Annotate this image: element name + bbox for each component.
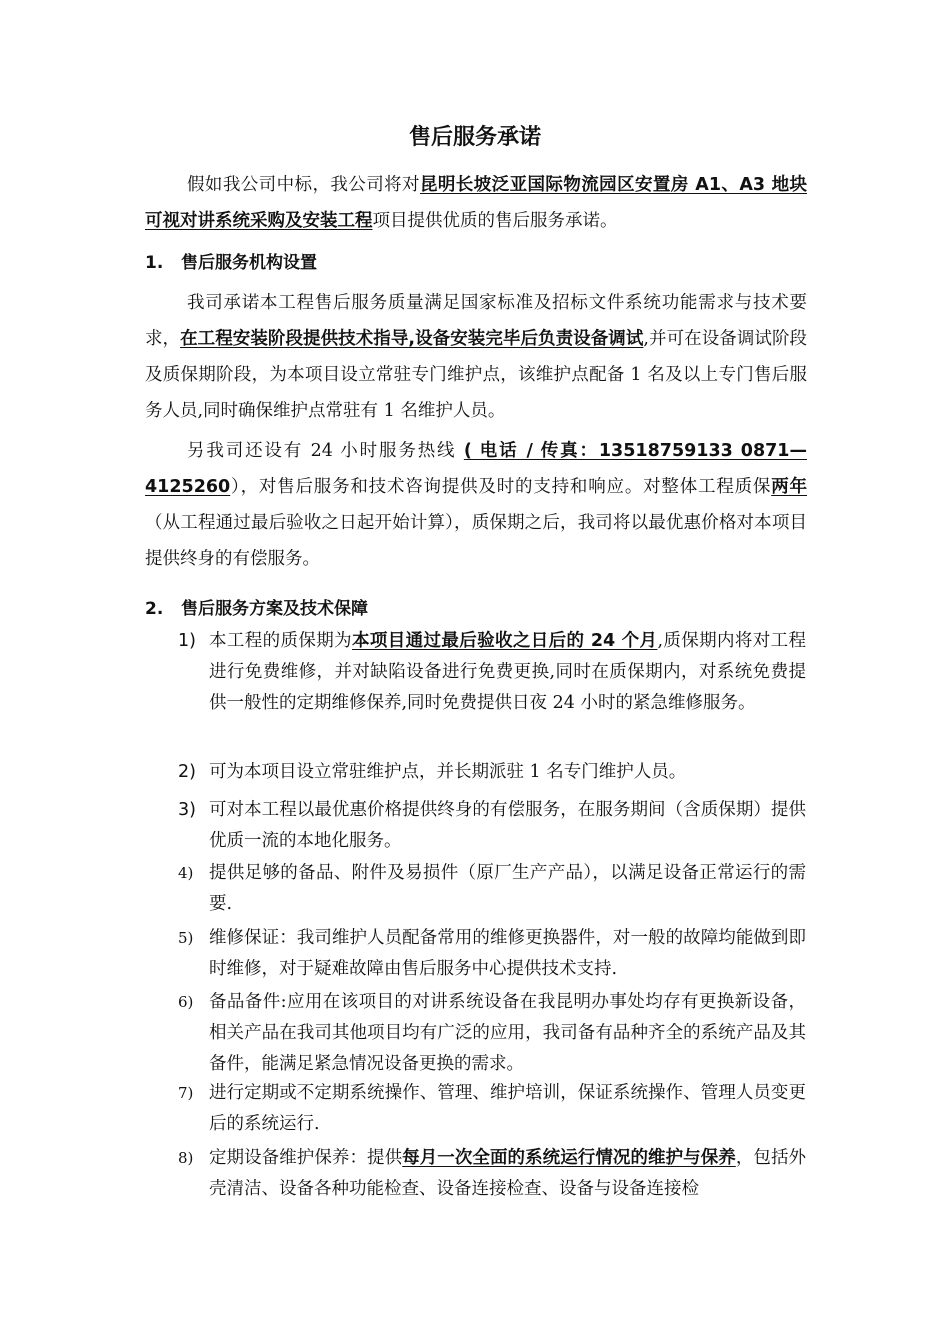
s1p2-post: （从工程通过最后验收之日起开始计算），质保期之后，我司将以最优惠价格对本项目提供终身的有偿服务。 (145, 513, 807, 569)
section-1-title: 售后服务机构设置 (181, 253, 317, 273)
project-name: 昆明长坡泛亚国际物流园区安置房 A1、A3 地块可视对讲系统采购及安装工程 (145, 175, 808, 231)
list-marker: 5) (178, 929, 194, 947)
list-marker: 8) (178, 1149, 194, 1167)
item-text: 备品备件:应用在该项目的对讲系统设备在我昆明办事处均存有更换新设备，相关产品在我司其他项目均有广泛的应用，我司备有品种齐全的系统产品及其备件，能满足紧急情况设备更换的需求。 (209, 992, 806, 1074)
intro-pre: 假如我公司中标，我公司将对 (187, 175, 420, 195)
item-text: 维修保证：我司维护人员配备常用的维修更换器件，对一般的故障均能做到即时维修，对于疑难故障由售后服务中心提供技术支持. (209, 928, 806, 979)
section-2-heading (145, 594, 368, 619)
item-text: 提供足够的备品、附件及易损件（原厂生产产品），以满足设备正常运行的需要. (209, 863, 806, 914)
list-item (178, 987, 806, 1080)
list-marker: 4) (178, 864, 194, 882)
list-marker: 6) (178, 993, 194, 1011)
section-1-number: 1. (145, 253, 164, 273)
warranty-period: 两年 (771, 477, 807, 497)
list-marker: 3) (178, 800, 196, 820)
item-text: 进行定期或不定期系统操作、管理、维护培训，保证系统操作、管理人员变更后的系统运行. (209, 1083, 806, 1134)
item-text: ，包括外壳清洁、设备各种功能检查、设备连接检查、设备与设备连接检 (209, 1148, 807, 1199)
item-text: ,质保期内将对工程进行免费维修，并对缺陷设备进行免费更换,同时在质保期内，对系统免费提供一般性的定期维修保养,同时免费提供日夜 24 小时的紧急维修服务。 (209, 631, 807, 713)
section-1-paragraph-2 (145, 433, 807, 577)
s1p1-bold: 在工程安装阶段提供技术指导,设备安装完毕后负责设备调试 (180, 329, 644, 349)
list-marker: 1) (178, 631, 196, 651)
list-item (178, 1078, 806, 1140)
s1p2-mid: ），对售后服务和技术咨询提供及时的支持和响应。对整体工程质保 (230, 477, 772, 497)
intro-post: 项目提供优质的售后服务承诺。 (372, 211, 618, 231)
list-item (178, 1143, 806, 1205)
list-item (178, 757, 806, 788)
s1p1-pre: 我司承诺本工程售后服务质量满足国家标准及招标文件系统功能需求与技术要求， (145, 293, 807, 349)
item-bold: 本项目通过最后验收之日后的 24 个月 (352, 631, 658, 651)
list-item (178, 626, 806, 719)
intro-paragraph (145, 167, 807, 239)
item-text: 定期设备维护保养：提供 (209, 1148, 403, 1168)
item-bold: 每月一次全面的系统运行情况的维护与保养 (402, 1148, 736, 1168)
list-item (178, 923, 806, 985)
list-marker: 2) (178, 762, 196, 782)
s1p2-pre: 另我司还设有 24 小时服务热线 (187, 441, 464, 461)
s1p1-post: ,并可在设备调试阶段及质保期阶段，为本项目设立常驻专门维护点，该维护点配备 1 名及以上专门售后服务人员,同时确保维护点常驻有 1 名维护人员。 (145, 329, 808, 421)
item-text: 可对本工程以最优惠价格提供终身的有偿服务，在服务期间（含质保期）提供优质一流的本地化服务。 (209, 800, 806, 851)
list-marker: 7) (178, 1084, 194, 1102)
item-text: 可为本项目设立常驻维护点，并长期派驻 1 名专门维护人员。 (209, 762, 687, 782)
section-2-title: 售后服务方案及技术保障 (181, 599, 368, 619)
service-hotline: ( 电话 / 传真：13518759133 0871—4125260 (145, 441, 807, 497)
section-1-heading (145, 248, 317, 273)
list-item (178, 795, 806, 857)
document-title: 售后服务承诺 (408, 125, 541, 150)
section-2-number: 2. (145, 599, 164, 619)
item-text: 本工程的质保期为 (209, 631, 353, 651)
list-item (178, 858, 806, 920)
section-1-paragraph-1 (145, 285, 807, 429)
